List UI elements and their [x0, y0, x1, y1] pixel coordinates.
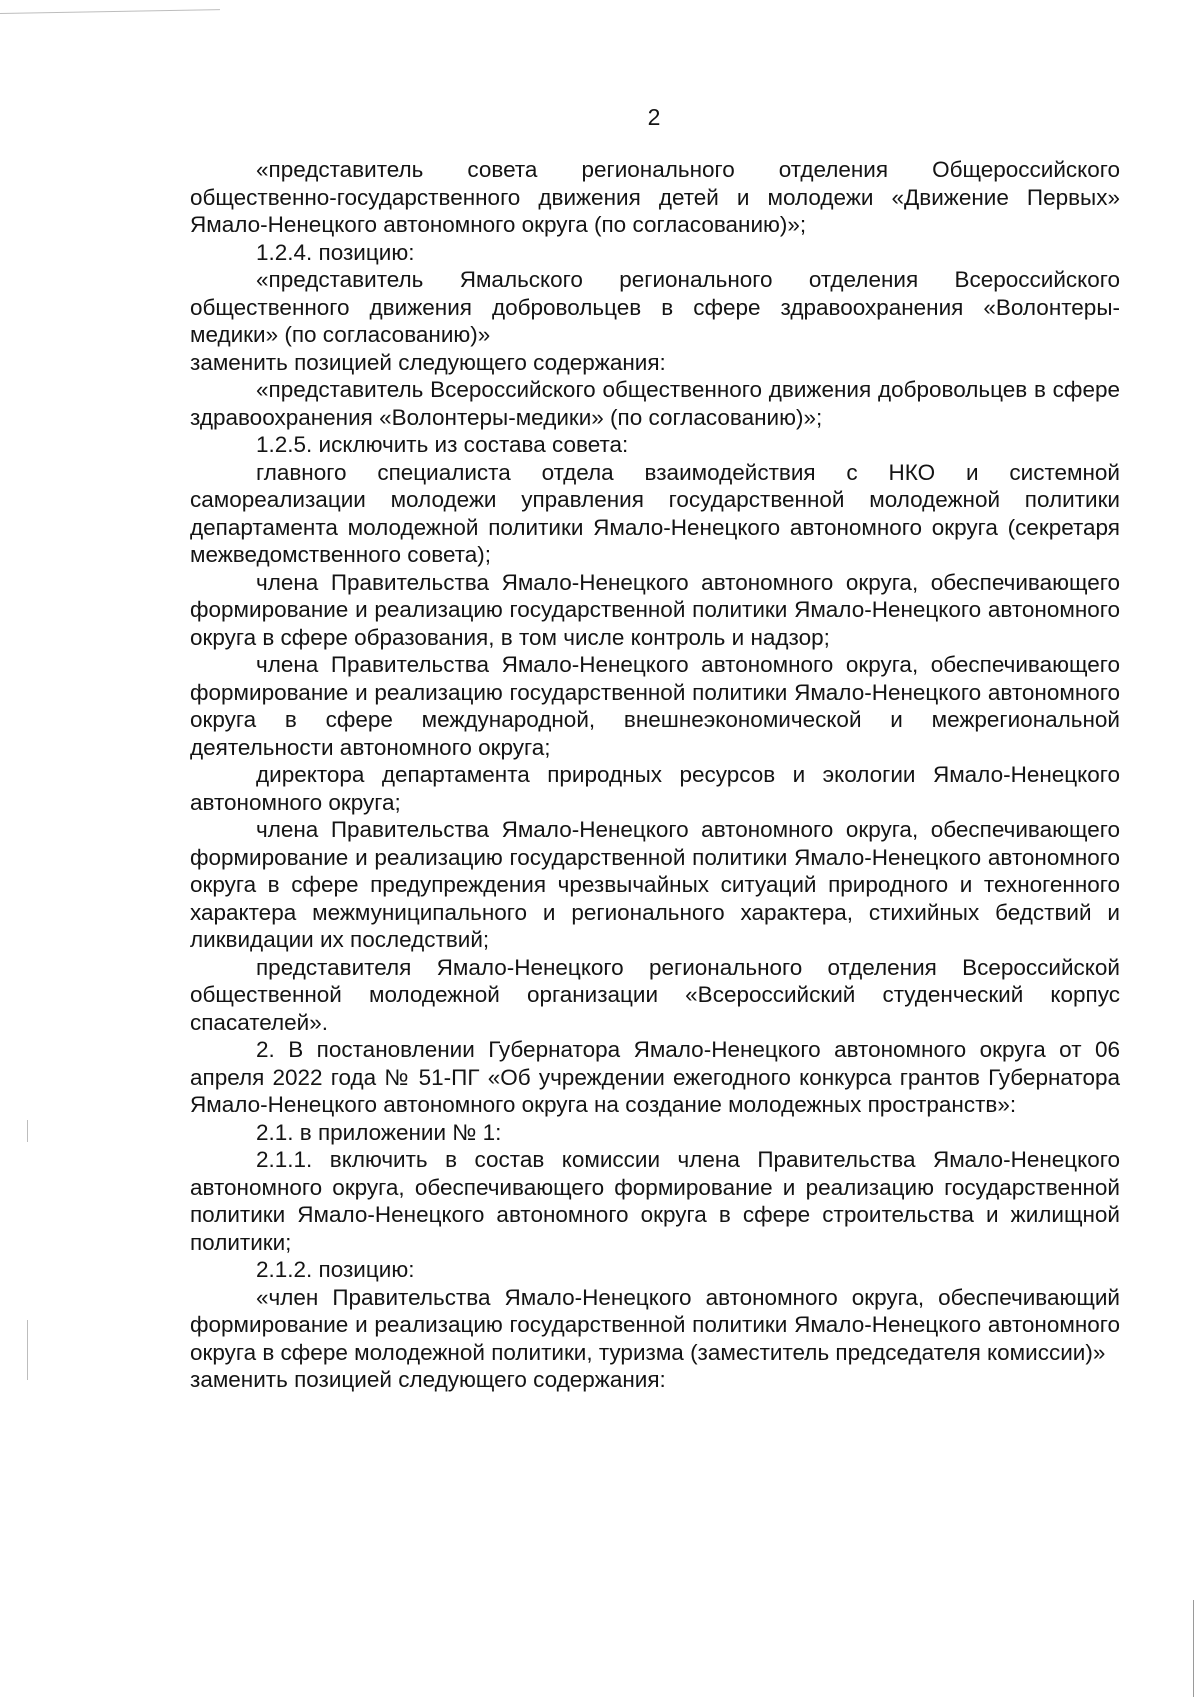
paragraph: директора департамента природных ресурсов и экологии Ямало-Ненецкого автономного округа;: [190, 762, 1120, 815]
scan-edge-mark: [27, 1320, 28, 1380]
paragraph: 2. В постановлении Губернатора Ямало-Ненецкого автономного округа от 06 апреля 2022 года № 51-ПГ «Об учреждении ежегодного конкурса грантов Губернатора Ямало-Ненецкого автономного округа на создание молодежных пространств»:: [190, 1037, 1120, 1117]
paragraph: 2.1.1. включить в состав комиссии члена Правительства Ямало-Ненецкого автономного округа, обеспечивающего формирование и реализацию государственной политики Ямало-Ненецкого автономного округа в сфере строительства и жилищной политики;: [190, 1147, 1120, 1255]
paragraph: «представитель Ямальского регионального отделения Всероссийского общественного движения добровольцев в сфере здравоохранения «Волонтеры-медики» (по согласованию)»: [190, 267, 1120, 347]
paragraph: члена Правительства Ямало-Ненецкого автономного округа, обеспечивающего формирование и реализацию государственной политики Ямало-Ненецкого автономного округа в сфере образования, в том числе контроль и надзор;: [190, 569, 1120, 650]
paragraph: 1.2.5. исключить из состава совета:: [256, 432, 629, 457]
paragraph: члена Правительства Ямало-Ненецкого автономного округа, обеспечивающего формирование и реализацию государственной политики Ямало-Ненецкого автономного округа в сфере предупреждения чрезвычайных ситуаций природного и техногенного характера межмуниципального и регионального характера, стихийных бедствий и ликвидации их последствий;: [190, 817, 1120, 952]
paragraph: представителя Ямало-Ненецкого регионального отделения Всероссийской общественной молодежной организации «Всероссийский студенческий корпус спасателей».: [190, 954, 1120, 1035]
paragraph: заменить позицией следующего содержания:: [190, 1367, 666, 1392]
scan-edge-mark: [1193, 1600, 1194, 1697]
scan-edge-mark: [27, 1120, 28, 1142]
paragraph: 2.1.2. позицию:: [256, 1257, 415, 1282]
scan-edge-line: [0, 9, 220, 14]
paragraph: 1.2.4. позицию:: [256, 239, 415, 265]
document-body: [190, 156, 1120, 1394]
paragraph: члена Правительства Ямало-Ненецкого автономного округа, обеспечивающего формирование и реализацию государственной политики Ямало-Ненецкого автономного округа в сфере международной, внешнеэкономической и межрегиональной деятельности автономного округа;: [190, 652, 1120, 760]
paragraph: главного специалиста отдела взаимодействия с НКО и системной самореализации молодежи управления государственной молодежной политики департамента молодежной политики Ямало-Ненецкого автономного округа (секретаря межведомственного совета);: [190, 459, 1120, 567]
paragraph: «член Правительства Ямало-Ненецкого автономного округа, обеспечивающий формирование и реализацию государственной политики Ямало-Ненецкого автономного округа в сфере молодежной политики, туризма (заместитель председателя комиссии)»: [190, 1284, 1120, 1365]
paragraph: заменить позицией следующего содержания:: [190, 349, 666, 375]
paragraph: 2.1. в приложении № 1:: [256, 1119, 502, 1145]
page-number: 2: [647, 104, 661, 130]
paragraph: «представитель Всероссийского общественного движения добровольцев в сфере здравоохранения «Волонтеры-медики» (по согласованию)»;: [190, 377, 1120, 430]
paragraph: «представитель совета регионального отделения Общероссийского общественно-государственного движения детей и молодежи «Движение Первых» Ямало-Ненецкого автономного округа (по согласованию)»;: [190, 157, 1120, 237]
